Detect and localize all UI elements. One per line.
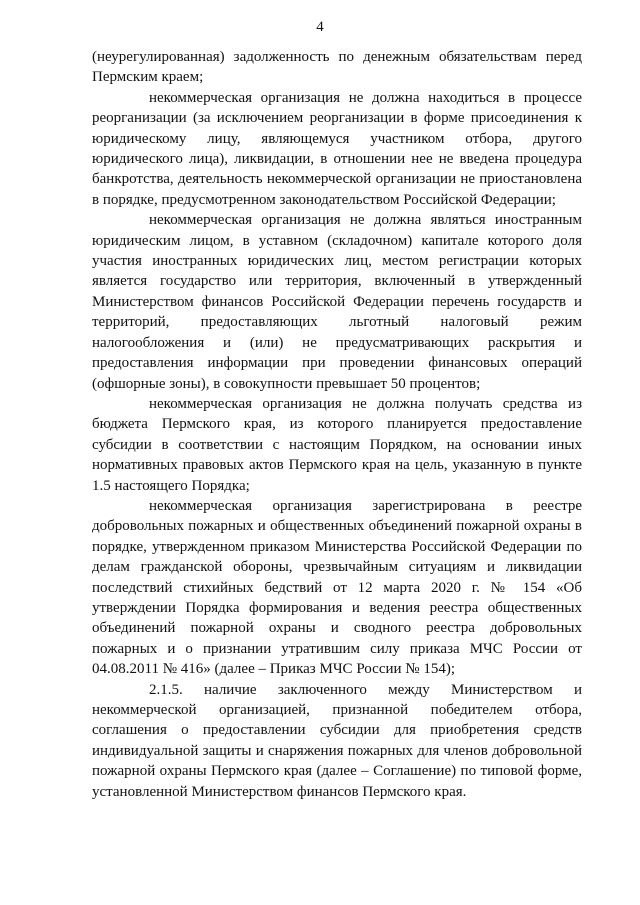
- paragraph-agreement-2-1-5: 2.1.5. наличие заключенного между Министерством и некоммерческой организацией, признанной победителем отбора, соглашения о предоставлении субсидии для приобретения средств индивидуальной защиты и снаряжения пожарных для членов добровольной пожарной охраны Пермского края (далее – Соглашение) по типовой форме, установленной Министерством финансов Пермского края.: [92, 681, 582, 800]
- paragraph-reorganization: некоммерческая организация не должна находиться в процессе реорганизации (за исключением реорганизации в форме присоединения к юридическому лицу, являющемуся участником отбора, другого юридического лица), ликвидации, в отношении нее не введена процедура банкротства, деятельность некоммерческой организации не приостановлена в порядке, предусмотренном законодательством Российской Федерации;: [92, 89, 582, 208]
- paragraph-registry: некоммерческая организация зарегистрирована в реестре добровольных пожарных и общественных объединений пожарной охраны в порядке, утвержденном приказом Министерства Российской Федерации по делам гражданской обороны, чрезвычайным ситуациям и ликвидации последствий стихийных бедствий от 12 марта 2020 г. № 154 «Об утверждении Порядка формирования и ведения реестра общественных объединений пожарной охраны и сводного реестра добровольных пожарных и о признании утратившим силу приказа МЧС России от 04.08.2011 № 416» (далее – Приказ МЧС России № 154);: [92, 497, 582, 678]
- document-body: [92, 47, 582, 802]
- paragraph-foreign-entity: некоммерческая организация не должна являться иностранным юридическим лицом, в уставном (складочном) капитале которого доля участия иностранных юридических лиц, местом регистрации которых является государство или территория, включенный в утвержденный Министерством финансов Российской Федерации перечень государств и территорий, предоставляющих льготный налоговый режим налогообложения и (или) не предусматривающих раскрытия и предоставления информации при проведении финансовых операций (офшорные зоны), в совокупности превышает 50 процентов;: [92, 212, 582, 392]
- paragraph-debt-continuation: (неурегулированная) задолженность по денежным обязательствам перед Пермским краем;: [92, 49, 582, 86]
- page-number: 4: [316, 19, 324, 35]
- paragraph-budget-funds: некоммерческая организация не должна получать средства из бюджета Пермского края, из которого планируется предоставление субсидии в соответствии с настоящим Порядком, на основании иных нормативных правовых актов Пермского края на цель, указанную в пункте 1.5 настоящего Порядка;: [92, 395, 582, 494]
